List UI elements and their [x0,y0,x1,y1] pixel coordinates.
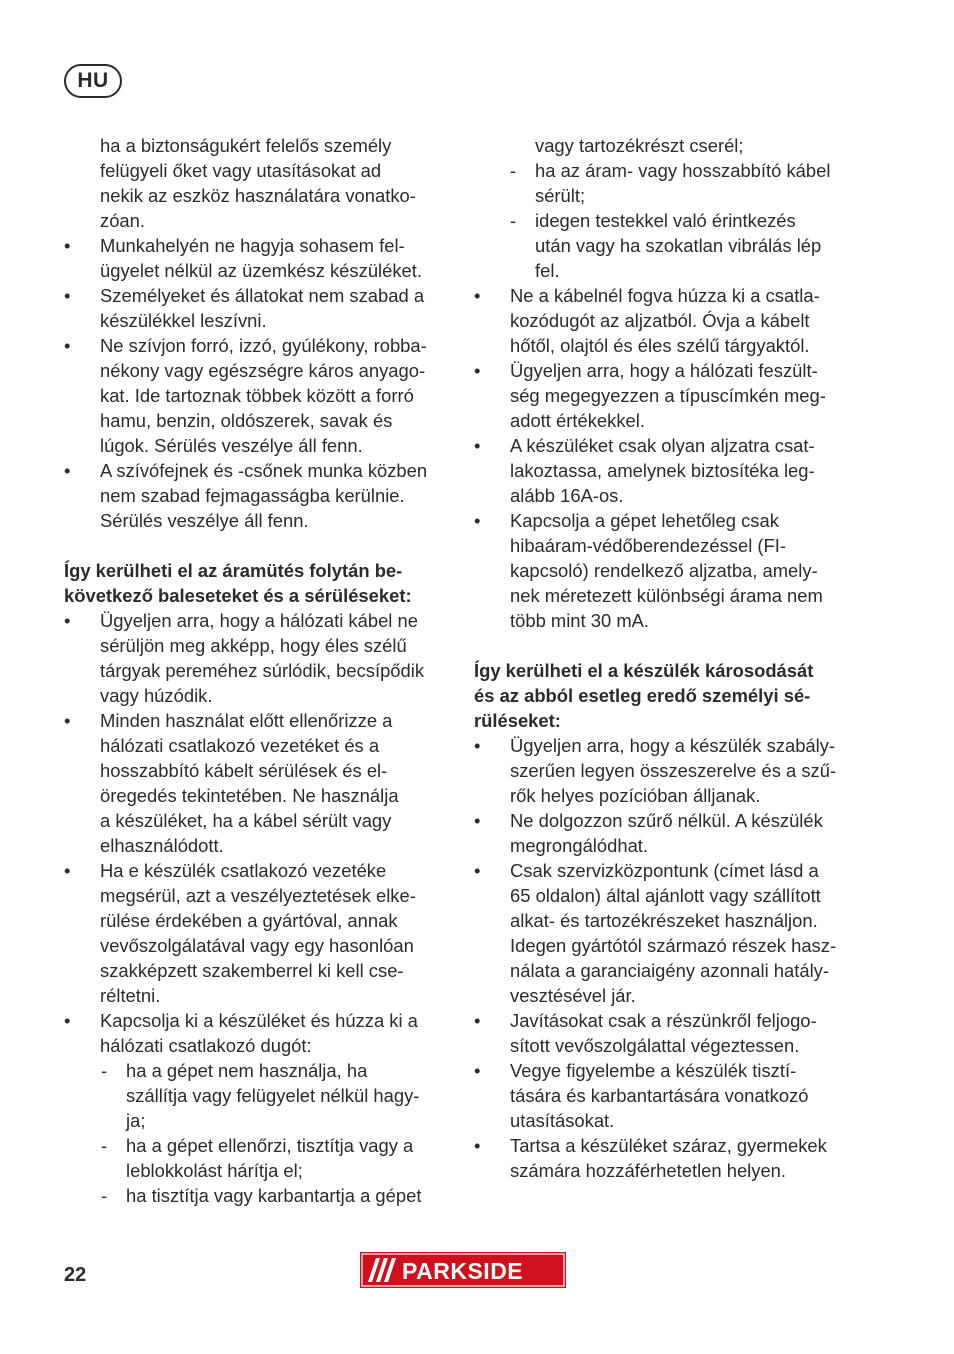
text-line: nálata a garanciaigény azonnali hatály- [510,960,829,981]
dash-continuation: sérült; [535,185,586,206]
bullet-item: • Ügyeljen arra, hogy a készülék szabály- [474,733,869,758]
dash-continuation: fel. [535,260,560,281]
paragraph-gap [64,533,454,558]
text-line: vagy húzódik. [100,685,213,706]
text-line: hamu, benzin, oldószerek, savak és [100,410,393,431]
dash-item: - idegen testekkel való érintkezés [474,208,869,233]
bullet-item: • Személyeket és állatokat nem szabad a [64,283,454,308]
dash-continuation: ja; [126,1110,146,1131]
text-line: kapcsoló) rendelkező aljzatba, amely- [510,560,818,581]
text-line: számára hozzáférhetetlen helyen. [510,1160,787,1181]
text-line: utasításokat. [510,1110,615,1131]
text-line: rülése érdekében a gyártóval, annak [100,910,398,931]
text-line: nem szabad fejmagasságba kerülnie. [100,485,405,506]
text-line: tárgyak pereméhez súrlódik, becsípődik [100,660,425,681]
text-line: nek méretezett különbségi árama nem [510,585,823,606]
language-badge: HU [64,64,122,98]
text-line: Sérülés veszélye áll fenn. [100,510,309,531]
text-line: felügyeli őket vagy utasításokat ad [100,160,382,181]
left-column [64,133,454,1208]
text-line: vesztésével jár. [510,985,636,1006]
section-heading: következő baleseteket és a sérüléseket: [64,585,412,606]
text-line: a készüléket, ha a kábel sérült vagy [100,810,392,831]
bullet-item: • Tartsa a készüléket száraz, gyermekek [474,1133,869,1158]
bullet-item: • Kapcsolja a gépet lehetőleg csak [474,508,869,533]
section-heading: rüléseket: [474,710,561,731]
text-line: ség megegyezzen a típuscímkén meg- [510,385,826,406]
text-line: öregedés tekintetében. Ne használja [100,785,399,806]
text-line: tására és karbantartására vonatkozó [510,1085,809,1106]
text-line: Idegen gyártótól származó részek hasz- [510,935,837,956]
section-heading: Így kerülheti el az áramütés folytán be- [64,560,403,581]
text-line: kozódugót az aljzatból. Óvja a kábelt [510,310,810,331]
text-line: hálózati csatlakozó vezetéket és a [100,735,380,756]
text-line: réltetni. [100,985,161,1006]
page-number: 22 [64,1264,87,1286]
bullet-item: • Ügyeljen arra, hogy a hálózati kábel ne [64,608,454,633]
dash-item: - ha tisztítja vagy karbantartja a gépet [64,1183,454,1208]
bullet-item: • A készüléket csak olyan aljzatra csat- [474,433,869,458]
bullet-item: • Ha e készülék csatlakozó vezetéke [64,858,454,883]
right-column [474,133,869,1183]
text-line: nekik az eszköz használatára vonatko- [100,185,416,206]
bullet-item: • Minden használat előtt ellenőrizze a [64,708,454,733]
text-line: készülékkel leszívni. [100,310,267,331]
bullet-item: • Csak szervizközpontunk (címet lásd a [474,858,869,883]
parkside-logo [360,1252,566,1288]
text-line: hosszabbító kábelt sérülések és el- [100,760,388,781]
dash-continuation: vagy tartozékrészt cserél; [535,135,744,156]
bullet-item: • Vegye figyelembe a készülék tisztí- [474,1058,869,1083]
text-line: sított vevőszolgálattal végeztessen. [510,1035,800,1056]
bullet-item: • Kapcsolja ki a készüléket és húzza ki a [64,1008,454,1033]
text-line: ha a biztonságukért felelős személy [100,135,392,156]
text-line: kat. Ide tartoznak többek között a forró [100,385,414,406]
bullet-item: • Ügyeljen arra, hogy a hálózati feszült- [474,358,869,383]
text-line: rők helyes pozícióban álljanak. [510,785,761,806]
text-line: sérüljön meg akképp, hogy éles szélű [100,635,407,656]
dash-continuation: után vagy ha szokatlan vibrálás lép [535,235,822,256]
text-line: szerűen legyen összeszerelve és a szű- [510,760,837,781]
text-line: hálózati csatlakozó dugót: [100,1035,312,1056]
text-line: ügyelet nélkül az üzemkész készüléket. [100,260,422,281]
paragraph-gap [474,633,869,658]
dash-continuation: leblokkolást hárítja el; [126,1160,303,1181]
text-line: szakképzett szakemberrel ki kell cse- [100,960,404,981]
dash-item: - ha a gépet nem használja, ha [64,1058,454,1083]
bullet-item: • A szívófejnek és -csőnek munka közben [64,458,454,483]
text-line: 65 oldalon) által ajánlott vagy szállított [510,885,821,906]
bullet-item: • Munkahelyén ne hagyja sohasem fel- [64,233,454,258]
text-line: adott értékekkel. [510,410,645,431]
bullet-item: • Ne a kábelnél fogva húzza ki a csatla- [474,283,869,308]
bullet-item: • Ne dolgozzon szűrő nélkül. A készülék [474,808,869,833]
text-line: alkat- és tartozékrészeket használjon. [510,910,818,931]
bullet-item: • Ne szívjon forró, izzó, gyúlékony, robba- [64,333,454,358]
text-line: vevőszolgálatával vagy egy hasonlóan [100,935,414,956]
text-line: lakoztassa, amelynek biztosítéka leg- [510,460,815,481]
section-heading: Így kerülheti el a készülék károsodását [474,660,814,681]
dash-continuation: szállítja vagy felügyelet nélkül hagy- [126,1085,420,1106]
text-line: elhasználódott. [100,835,224,856]
text-line: nékony vagy egészségre káros anyago- [100,360,426,381]
text-line: több mint 30 mA. [510,610,650,631]
text-line: hibaáram-védőberendezéssel (FI- [510,535,786,556]
text-line: megsérül, azt a veszélyeztetések elke- [100,885,416,906]
text-line: zóan. [100,210,145,231]
text-line: lúgok. Sérülés veszélye áll fenn. [100,435,363,456]
section-heading: és az abból esetleg eredő személyi sé- [474,685,811,706]
dash-item: - ha a gépet ellenőrzi, tisztítja vagy a [64,1133,454,1158]
text-line: hőtől, olajtól és éles szélű tárgyaktól. [510,335,810,356]
bullet-item: • Javításokat csak a részünkről feljogo- [474,1008,869,1033]
logo-wordmark: PARKSIDE [402,1258,524,1284]
text-line: alább 16A-os. [510,485,624,506]
text-line: megrongálódhat. [510,835,649,856]
dash-item: - ha az áram- vagy hosszabbító kábel [474,158,869,183]
